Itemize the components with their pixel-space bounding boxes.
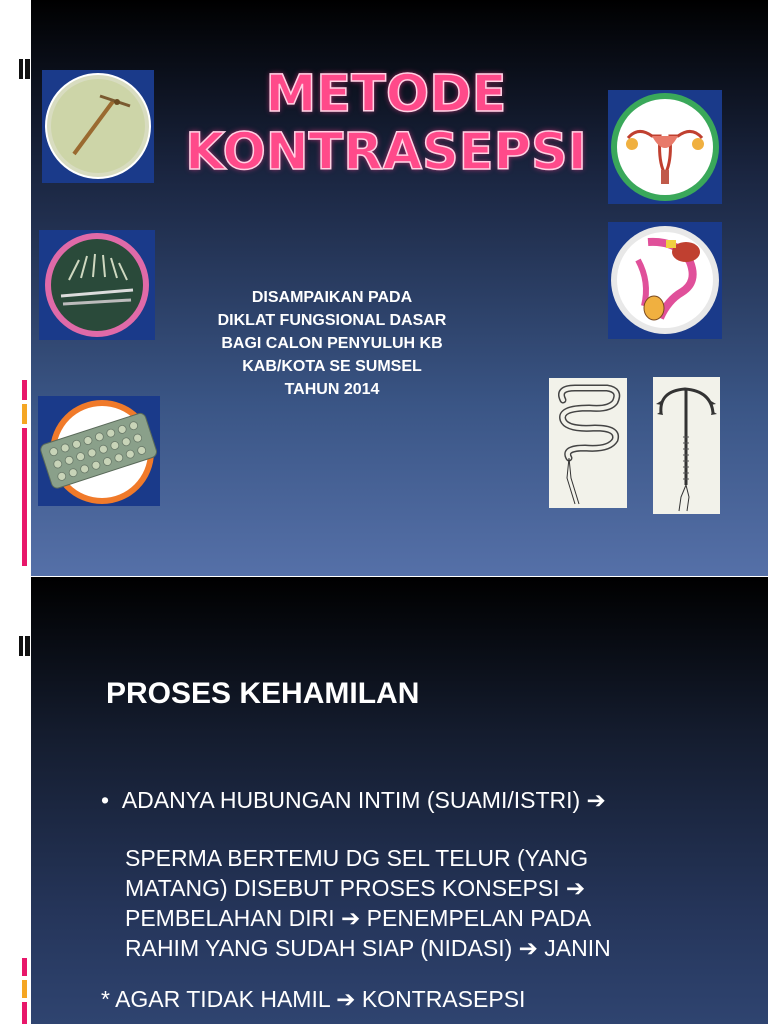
presenter-line: BAGI CALON PENYULUH KB [221,335,443,352]
iud-coil-image [549,378,627,508]
slide-marker-icon[interactable] [19,636,30,656]
slide-1[interactable] [31,0,768,576]
presenter-line: DISAMPAIKAN PADA [251,289,413,306]
title-line-2: KONTRASEPSI [185,123,587,182]
iud-device-image [653,377,720,514]
slide-sorter-gutter [0,0,31,1024]
color-strip [22,958,27,976]
note-text: * AGAR TIDAK HAMIL ➔ KONTRASEPSI [101,986,526,1012]
pill-pack-image [38,396,160,506]
color-strip [22,428,27,566]
slide-title [176,66,596,182]
continuation-line: PEMBELAHAN DIRI ➔ PENEMPELAN PADA [125,905,592,931]
color-strip [22,380,27,400]
slide-2[interactable] [31,577,768,1024]
color-strip [22,1002,27,1024]
presenter-line: DIKLAT FUNGSIONAL DASAR [217,312,447,329]
color-strip [22,404,27,424]
bullet-continuation [125,843,741,963]
implant-rods-image [39,230,155,340]
slide-body [101,785,741,1014]
presenter-line: TAHUN 2014 [284,381,380,398]
implant-insertion-image [42,70,154,183]
continuation-line: MATANG) DISEBUT PROSES KONSEPSI ➔ [125,875,586,901]
slide-marker-icon[interactable] [19,59,30,79]
presenter-line: KAB/KOTA SE SUMSEL [242,358,422,375]
bullet-icon: • [101,787,110,813]
title-line-1: METODE [265,65,507,124]
bullet-text: ADANYA HUBUNGAN INTIM (SUAMI/ISTRI) ➔ [121,787,606,813]
presenter-info [187,286,477,401]
male-anatomy-image [608,222,722,339]
continuation-line: RAHIM YANG SUDAH SIAP (NIDASI) ➔ JANIN [125,935,611,961]
uterus-diagram-image [608,90,722,204]
continuation-line: SPERMA BERTEMU DG SEL TELUR (YANG [125,845,589,871]
slide-heading: PROSES KEHAMILAN [106,677,420,710]
color-strip [22,980,27,998]
bullet-item [101,785,741,815]
